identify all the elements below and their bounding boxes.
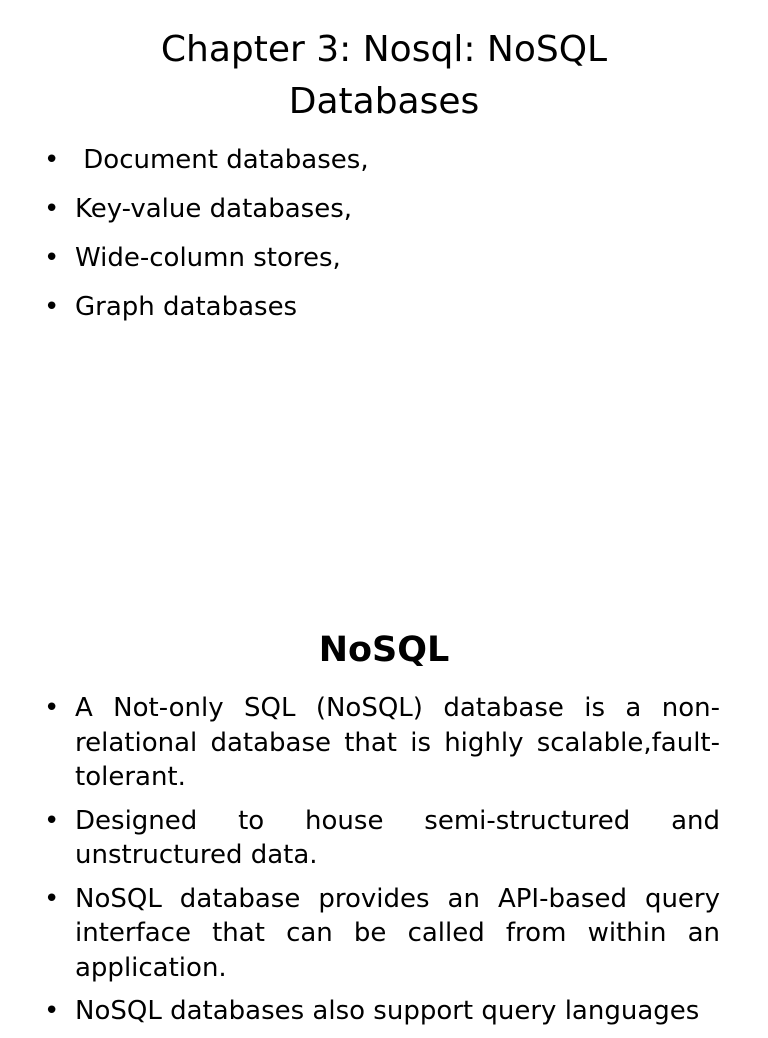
bullet-icon: • [44,194,60,224]
bullet-icon: • [44,693,60,723]
list-item [40,140,720,180]
list-item [40,238,720,278]
bullet-icon: • [44,292,60,322]
slide-title: Chapter 3: Nosql: NoSQL Databases [160,29,608,122]
list-item [40,882,720,986]
list-item-text: NoSQL database provides an API-based query interface that can be called from within an application. [75,883,720,983]
list-item-text: NoSQL databases also support query languages [75,996,700,1026]
list-item [40,994,720,1029]
bullet-icon: • [44,883,60,914]
bullet-icon: • [44,996,60,1026]
bullet-list [40,140,720,336]
list-item-text: Graph databases [75,292,298,322]
list-item-text: Designed to house semi-structured and unstructured data. [75,805,720,870]
list-item-text: A Not-only SQL (NoSQL) database is a non-relational database that is highly scalable,fault-tolerant. [75,693,720,792]
list-item-text: Document databases, [75,145,369,175]
list-item-text: Key-value databases, [75,194,352,224]
bullet-icon: • [44,805,60,836]
slide-title: NoSQL [318,630,450,670]
list-item-text: Wide-column stores, [75,243,341,273]
list-item [40,691,720,795]
bullet-list [40,691,720,1038]
list-item [40,189,720,229]
list-item [40,287,720,327]
bullet-icon: • [44,243,60,273]
bullet-icon: • [44,145,60,175]
list-item [40,804,720,873]
slide-nosql [0,560,768,1024]
